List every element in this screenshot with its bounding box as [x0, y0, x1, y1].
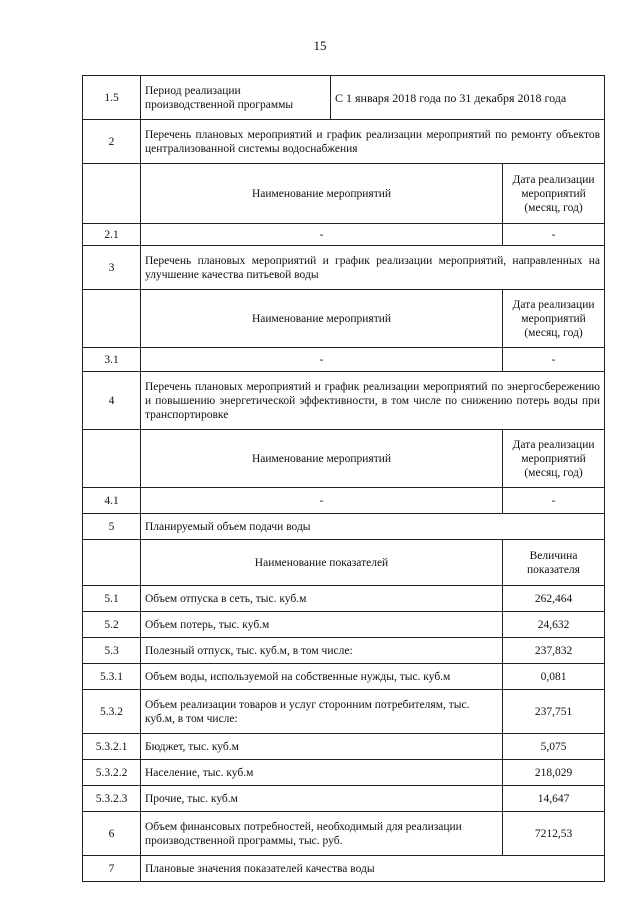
- row-name: Объем реализации товаров и услуг сторонним потребителям, тыс. куб.м, в том числе:: [141, 690, 503, 734]
- section-title: Перечень плановых мероприятий и график реализации мероприятий по ремонту объектов централизованной системы водоснабжения: [141, 120, 605, 164]
- row-number: 3: [83, 246, 141, 290]
- table-row: [83, 638, 605, 664]
- page-number: 15: [313, 38, 327, 53]
- column-header-date: Дата реализации мероприятий (месяц, год): [503, 430, 605, 488]
- row-name: Прочие, тыс. куб.м: [141, 786, 503, 812]
- row-date: -: [503, 488, 605, 514]
- row-name: Объем воды, используемой на собственные нужды, тыс. куб.м: [141, 664, 503, 690]
- row-name: Бюджет, тыс. куб.м: [141, 734, 503, 760]
- table-row: [83, 76, 605, 120]
- row-number: 4.1: [83, 488, 141, 514]
- row-name: Объем отпуска в сеть, тыс. куб.м: [141, 586, 503, 612]
- row-date: -: [503, 224, 605, 246]
- column-header-name: Наименование мероприятий: [141, 290, 503, 348]
- row-name: Объем потерь, тыс. куб.м: [141, 612, 503, 638]
- table-row: [83, 612, 605, 638]
- row-value: 14,647: [503, 786, 605, 812]
- row-number: 4: [83, 372, 141, 430]
- table-header-row: [83, 430, 605, 488]
- row-value: 237,751: [503, 690, 605, 734]
- table-row: [83, 786, 605, 812]
- table-row: [83, 120, 605, 164]
- row-value: 0,081: [503, 664, 605, 690]
- row-value: 237,832: [503, 638, 605, 664]
- table-row: [83, 488, 605, 514]
- row-value: 7212,53: [503, 812, 605, 856]
- row-value: 24,632: [503, 612, 605, 638]
- row-date: -: [503, 348, 605, 372]
- row-number: 3.1: [83, 348, 141, 372]
- row-number: 5.3.2.3: [83, 786, 141, 812]
- row-name: Полезный отпуск, тыс. куб.м, в том числе:: [141, 638, 503, 664]
- table-header-row: [83, 540, 605, 586]
- section-title: Перечень плановых мероприятий и график реализации мероприятий, направленных на улучшение качества питьевой воды: [141, 246, 605, 290]
- row-number: 6: [83, 812, 141, 856]
- row-number: 5.1: [83, 586, 141, 612]
- row-number: 5.3.1: [83, 664, 141, 690]
- table-header-row: [83, 164, 605, 224]
- table-row: [83, 760, 605, 786]
- row-value: 218,029: [503, 760, 605, 786]
- row-value: 5,075: [503, 734, 605, 760]
- table-row: [83, 246, 605, 290]
- column-header-date: Дата реализации мероприятий (месяц, год): [503, 164, 605, 224]
- row-number: 2: [83, 120, 141, 164]
- row-name: Население, тыс. куб.м: [141, 760, 503, 786]
- row-number: 5: [83, 514, 141, 540]
- table-row: [83, 586, 605, 612]
- table-row: [83, 664, 605, 690]
- table-row: [83, 348, 605, 372]
- row-name: -: [141, 348, 503, 372]
- table-row: [83, 514, 605, 540]
- section-title: Перечень плановых мероприятий и график реализации мероприятий по энергосбережению и повышению энергетической эффективности, в том числе по снижению потерь воды при транспортировке: [141, 372, 605, 430]
- section-title: Плановые значения показателей качества воды: [141, 856, 605, 882]
- row-name: -: [141, 224, 503, 246]
- row-value: 262,464: [503, 586, 605, 612]
- row-value: С 1 января 2018 года по 31 декабря 2018 года: [331, 76, 605, 120]
- row-name: Объем финансовых потребностей, необходимый для реализации производственной программы, тыс. руб.: [141, 812, 503, 856]
- row-name: -: [141, 488, 503, 514]
- table-row: [83, 224, 605, 246]
- table-row: [83, 690, 605, 734]
- row-number: 1.5: [83, 76, 141, 120]
- table-header-row: [83, 290, 605, 348]
- section-title: Планируемый объем подачи воды: [141, 514, 605, 540]
- row-number: 5.2: [83, 612, 141, 638]
- row-number: 5.3: [83, 638, 141, 664]
- column-header-value: Величина показателя: [503, 540, 605, 586]
- table-row: [83, 734, 605, 760]
- table-row: [83, 856, 605, 882]
- row-number: 5.3.2: [83, 690, 141, 734]
- column-header-date: Дата реализации мероприятий (месяц, год): [503, 290, 605, 348]
- row-number: 5.3.2.2: [83, 760, 141, 786]
- table-row: [83, 812, 605, 856]
- row-number: 2.1: [83, 224, 141, 246]
- column-header-name: Наименование мероприятий: [141, 164, 503, 224]
- row-label: Период реализации производственной программы: [141, 76, 331, 120]
- program-table: [82, 75, 605, 882]
- column-header-name: Наименование мероприятий: [141, 430, 503, 488]
- row-number: 7: [83, 856, 141, 882]
- column-header-name: Наименование показателей: [141, 540, 503, 586]
- table-row: [83, 372, 605, 430]
- row-number: 5.3.2.1: [83, 734, 141, 760]
